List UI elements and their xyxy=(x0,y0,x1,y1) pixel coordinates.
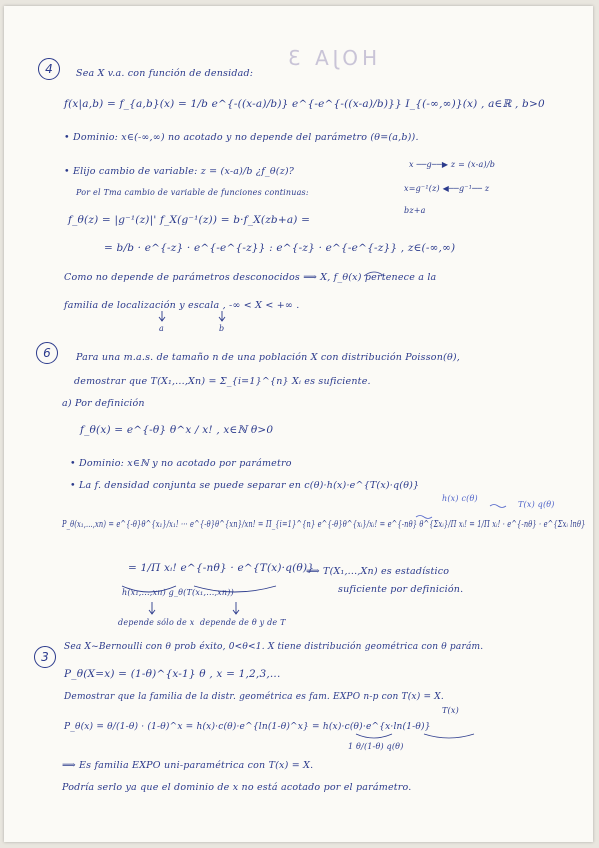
ex3-task: Demostrar que la familia de la distr. geométrica es fam. EXPO n-p con T(x) = X. xyxy=(64,692,444,702)
ex4-conclusion-2: familia de localización y escala , -∞ < X < +∞ . xyxy=(64,300,300,311)
ex4-map-forward: x ──g──▶ z = (x-a)/b xyxy=(409,160,496,169)
brace-q xyxy=(424,734,474,738)
ex4-theorem: Por el Tma cambio de variable de funciones continuas: xyxy=(76,188,309,197)
ex6-factor-form: = 1/Π xᵢ! e^{-nθ} · e^{T(x)·q(θ)} xyxy=(128,562,315,574)
ex6-note-h: depende sólo de x xyxy=(118,618,195,627)
ex3-label-t: T(x) xyxy=(442,706,459,715)
ex4-change-var: • Elijo cambio de variable: z = (x-a)/b ¿f_θ(z)? xyxy=(64,166,295,177)
exercise-3-badge: 3 xyxy=(34,646,56,668)
ex3-expo-form: P_θ(x) = θ/(1-θ) · (1-θ)^x = h(x)·c(θ)·e^{ln(1-θ)^x} = h(x)·c(θ)·e^{x·ln(1-θ)} xyxy=(64,722,431,732)
exercise-6-badge: 6 xyxy=(36,342,58,364)
ex3-labels: 1 θ/(1-θ) q(θ) xyxy=(348,742,404,751)
ex6-part-a: a) Por definición xyxy=(62,398,145,409)
ex4-param-b: b xyxy=(219,324,225,333)
arrow-down-b xyxy=(219,311,225,321)
ex6-note-g: depende de θ y de T xyxy=(200,618,286,627)
ex4-density: f(x|a,b) = f_{a,b}(x) = 1/b e^{-((x-a)/b)} e^{-e^{-((x-a)/b)}} I_{(-∞,∞)}(x) , a∈ℝ , b>0 xyxy=(64,98,545,110)
watermark: HOJA 3 xyxy=(284,46,378,70)
ex6-result-2: suficiente por definición. xyxy=(338,584,464,595)
ex6-result-1: ⟹ T(X₁,...,Xn) es estadístico xyxy=(306,566,450,577)
ex4-statement: Sea X v.a. con función de densidad: xyxy=(76,68,254,79)
ex6-pmf: f_θ(x) = e^{-θ} θ^x / x! , x∈ℕ θ>0 xyxy=(80,424,274,436)
ex6-label-tq: T(x) q(θ) xyxy=(518,500,555,509)
ex6-domain: • Dominio: x∈ℕ y no acotado por parámetro xyxy=(70,458,292,469)
squiggle-1 xyxy=(416,516,432,519)
ex4-domain: • Dominio: x∈(-∞,∞) no acotado y no depende del parámetro (θ=(a,b)). xyxy=(64,132,419,143)
ex4-param-a: a xyxy=(159,324,164,333)
arrow-down-g xyxy=(233,602,239,614)
ex4-map-inverse: x=g⁻¹(z) ◀──g⁻¹── z xyxy=(404,184,490,193)
ex4-map-value: bz+a xyxy=(404,206,426,215)
ex3-pmf: P_θ(X=x) = (1-θ)^{x-1} θ , x = 1,2,3,... xyxy=(64,668,281,680)
ex4-result: = b/b · e^{-z} · e^{-e^{-z}} : e^{-z} · e^{-e^{-z}} , z∈(-∞,∞) xyxy=(104,242,456,254)
brace-c xyxy=(356,734,392,738)
ex4-conclusion-1: Como no depende de parámetros desconocidos ⟹ X, f_θ(x) pertenece a la xyxy=(64,272,437,283)
ex6-factorization: • La f. densidad conjunta se puede separar en c(θ)·h(x)·e^{T(x)·q(θ)} xyxy=(70,480,420,491)
exercise-4-badge: 4 xyxy=(38,58,60,80)
ex6-label-hc: h(x) c(θ) xyxy=(442,494,478,503)
arrow-down-h xyxy=(149,602,155,614)
ex6-factor-names: h(x₁,...,xn) g_θ(T(x₁,...,xn)) xyxy=(122,588,234,597)
ex3-statement: Sea X~Bernoulli con θ prob éxito, 0<θ<1. X tiene distribución geométrica con θ parám. xyxy=(64,642,484,652)
ex6-statement-1: Para una m.a.s. de tamaño n de una población X con distribución Poisson(θ), xyxy=(76,352,460,363)
ex6-joint-pmf: P_θ(x₁,...,xn) = e^{-θ}θ^{x₁}/x₁! ··· e^{-θ}θ^{xn}/xn! = Π_{i=1}^{n} e^{-θ}θ^{xᵢ}/xᵢ! = e^{-nθ} θ^{Σxᵢ}/Π xᵢ! = 1/Π xᵢ! · e^{-nθ} · e^{Σxᵢ lnθ} xyxy=(62,520,586,530)
ex6-statement-2: demostrar que T(X₁,...,Xn) = Σ_{i=1}^{n} Xᵢ es suficiente. xyxy=(74,376,371,387)
squiggle-2 xyxy=(490,505,506,508)
ex3-conclusion: ⟹ Es familia EXPO uni-paramétrica con T(x) = X. xyxy=(62,760,314,771)
ex4-transform: f_θ(z) = |g⁻¹(z)|' f_X(g⁻¹(z)) = b·f_X(zb+a) = xyxy=(68,214,311,226)
ex3-remark: Podría serlo ya que el dominio de x no está acotado por el parámetro. xyxy=(62,782,412,793)
arrow-down-a xyxy=(159,311,165,321)
paper-sheet xyxy=(4,6,593,842)
